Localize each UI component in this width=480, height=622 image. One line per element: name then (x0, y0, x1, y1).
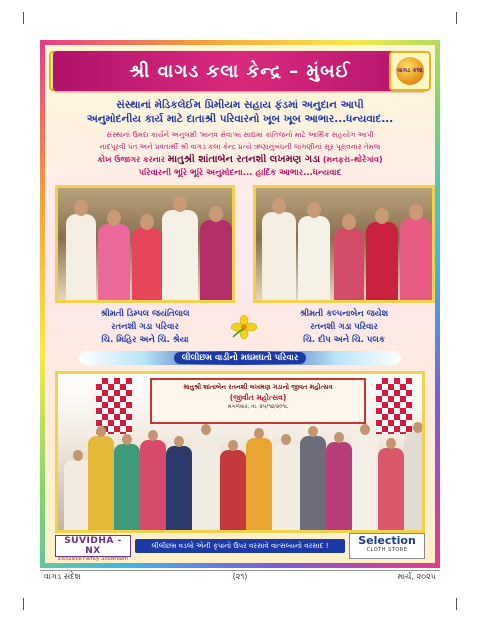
crop-mark-bottom-right (456, 598, 468, 610)
caption-left-line-2: રતનશી ગડા પરિવાર (111, 322, 179, 332)
crop-mark-top-left (12, 12, 24, 24)
caption-right-line-2: રતનશી ગડા પરિવાર (310, 322, 378, 332)
ad-row (55, 534, 425, 562)
group-person (378, 448, 404, 530)
intro-line-1: સંસ્થાનાં મેડિકલેઈમ પ્રિમીયમ સહાય ફંડમાં અનુદાન આપી (116, 99, 364, 111)
event-banner-line-2: (જીવીત મહોત્સવ) (229, 393, 287, 402)
honoree-name: માતુશ્રી શાંતાબેન રતનશી લખમણ ગડા (167, 154, 321, 165)
photo-person (400, 218, 432, 300)
photo-person (200, 220, 232, 300)
caption-left-line-1: શ્રીમતી ડિમ્પલ જયંતિલાલ (100, 309, 190, 319)
page-number: (૨૧) (232, 572, 248, 581)
ad-selection-tagline: CLOTH STORE (366, 547, 408, 553)
honoree-place: (મનફરા–થોરેગાંવ) (322, 155, 383, 164)
group-person (140, 440, 166, 530)
group-person (114, 444, 140, 530)
checker-decor-right (376, 378, 412, 434)
page-title: શ્રી વાગડ કલા કેન્દ્ર – મુંબઈ (53, 51, 427, 91)
photo-person (98, 224, 130, 300)
photo-person (298, 216, 330, 300)
page-footer (40, 572, 440, 584)
caption-right-line-1: શ્રીમતી કલ્પનાબેન જયેશ (299, 309, 389, 319)
group-person (272, 444, 300, 530)
group-person (326, 442, 352, 530)
group-person (300, 436, 326, 530)
event-banner-line-1: માતુશ્રી શાંતાબેન રતનશી લખમણ ગડાનો જીવત મહોત્સવ (183, 383, 333, 391)
group-person (246, 438, 272, 530)
footer-rule (40, 570, 440, 571)
group-person (88, 436, 114, 530)
page-content (45, 45, 435, 563)
intro-line-4: નાદપૂરવી પંત અને પ્રવતાર્થી શ્રી વાગડ કલા કેન્દ્ર પ્રત્યે ઋણાનુંબંધની લાગણીનાં સૂર પૂરાવનાર તેમજ (99, 142, 381, 151)
photo-person (366, 222, 398, 300)
group-person (166, 446, 192, 530)
ad-suvidha (55, 535, 131, 562)
group-photo (55, 371, 425, 533)
photo-person (66, 214, 96, 300)
page-frame (40, 40, 440, 568)
intro-line-3: સંસ્થાનાં ઉમદા કાર્યને અનુલક્ષી 'માનવ સેવા'માં સાદ્યમાં કાંતિજનો માટે આર્થિક સહયોગ આપી (106, 130, 374, 139)
intro-line-5-prefix: કોખ ઉજાગર કરનાર (97, 155, 165, 164)
photo-person (334, 228, 364, 300)
flower-icon (231, 315, 257, 339)
caption-left-line-3: ચિ. મિહિર અને ચિ. શ્રેયા (101, 335, 189, 345)
ad-suvidha-name: SUVIDHA - NX (64, 536, 122, 556)
event-banner-line-3: મંગળવાર, તા. ૨૫/૧૨/૨૦૧૮ (227, 404, 289, 410)
crop-mark-bottom-left (12, 598, 24, 610)
ad-suvidha-tagline: Exclusive Family Showroom (58, 556, 128, 562)
crop-mark-top-right (456, 12, 468, 24)
family-banner-text: લીલીછમ વાડીનો મઘમઘતો પરિવાર (174, 352, 307, 364)
ad-selection (349, 533, 425, 559)
group-person (352, 434, 378, 530)
family-photo-left (55, 185, 235, 303)
photo-person (132, 228, 162, 300)
photo-person (162, 210, 198, 300)
intro-line-5 (51, 154, 429, 165)
event-banner (150, 378, 366, 424)
group-person (404, 432, 425, 530)
ad-selection-name: Selection (358, 534, 416, 547)
intro-line-2: અનુમોદનીય કાર્ય માટે દાતાશ્રી પરિવારનો ખૂબ ખૂબ આભાર...ધન્યવાદ... (86, 113, 394, 125)
intro-line-6: પરિવારની ભૂરિ ભૂરિ અનુમોદના... હાર્દિક આભાર...ધન્યવાદ (138, 168, 342, 178)
photo-person (262, 212, 296, 300)
ad-slogan: લીલીછમ વડલો એની કૃપાનો ઉપર વરસાવે વાત્સલ્યનો વરસાદ ! (135, 539, 345, 553)
logo-right-icon (389, 51, 431, 91)
issue-date: માર્ચ, ૨૦૨૫ (397, 572, 436, 581)
group-person (192, 434, 220, 530)
family-banner (79, 351, 401, 365)
family-photo-right (253, 185, 435, 303)
logo-text: વાગડ કલા (396, 57, 424, 85)
group-person (220, 450, 246, 530)
caption-right-line-3: ચિ. દીપ અને ચિ. પલક (303, 335, 385, 345)
publication-name: વાગડ સંદેશ (44, 572, 81, 581)
